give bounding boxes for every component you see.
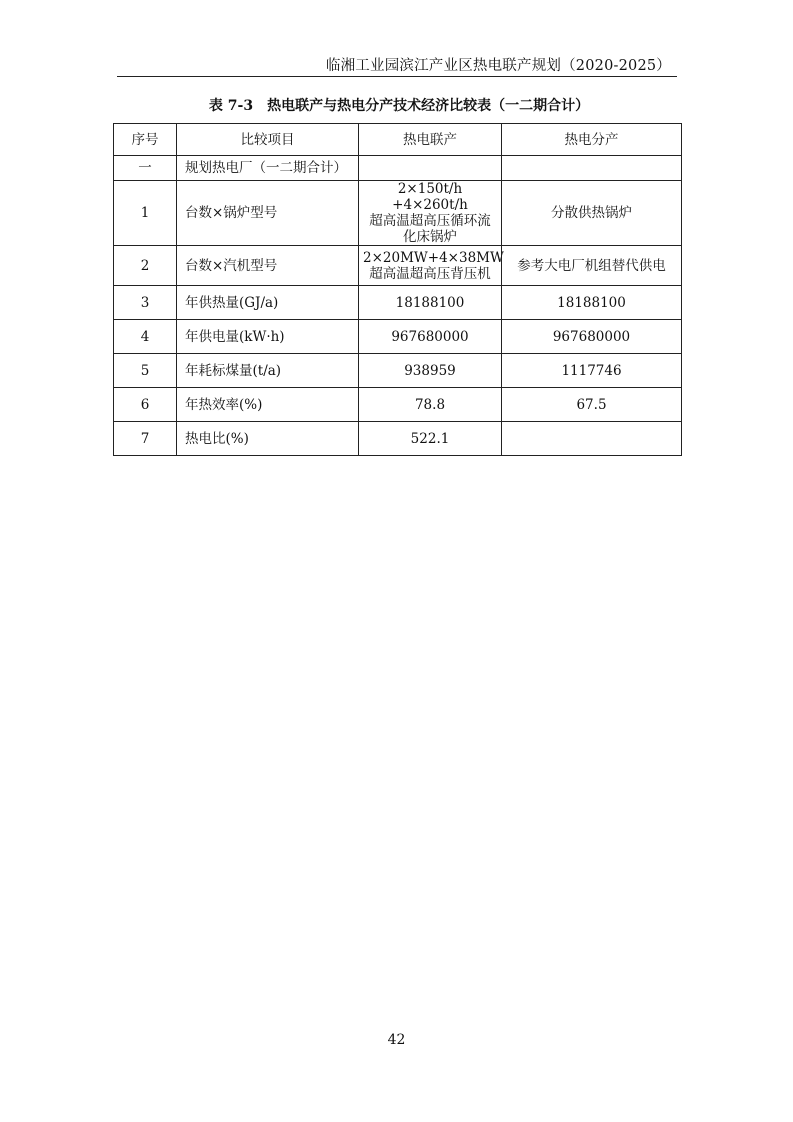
row-item: 台数×锅炉型号	[177, 181, 359, 246]
table-row	[114, 422, 682, 456]
section-chp-cell	[359, 156, 502, 181]
row-chp: 18188100	[359, 286, 502, 320]
section-index: 一	[114, 156, 177, 181]
row-chp: 522.1	[359, 422, 502, 456]
row-chp-line: 超高温超高压背压机	[369, 265, 491, 282]
row-chp: 938959	[359, 354, 502, 388]
row-index: 4	[114, 320, 177, 354]
table-caption: 表 7-3 热电联产与热电分产技术经济比较表（一二期合计）	[208, 98, 590, 114]
row-chp-line: 超高温超高压循环流	[369, 213, 491, 229]
row-separate: 分散供热锅炉	[502, 181, 682, 246]
table-header-row	[114, 124, 682, 156]
row-index: 6	[114, 388, 177, 422]
comparison-table	[113, 123, 682, 456]
table-row	[114, 354, 682, 388]
col-header-index: 序号	[114, 124, 177, 156]
table-row	[114, 246, 682, 286]
row-chp-cell	[359, 181, 502, 246]
row-item: 年热效率(%)	[177, 388, 359, 422]
row-chp-line: 化床锅炉	[403, 229, 457, 245]
col-header-separate: 热电分产	[502, 124, 682, 156]
row-item: 年供热量(GJ/a)	[177, 286, 359, 320]
row-item: 年耗标煤量(t/a)	[177, 354, 359, 388]
row-separate: 1117746	[502, 354, 682, 388]
row-item: 年供电量(kW·h)	[177, 320, 359, 354]
row-index: 3	[114, 286, 177, 320]
table-row	[114, 286, 682, 320]
table-row	[114, 320, 682, 354]
row-item: 台数×汽机型号	[177, 246, 359, 286]
row-index: 5	[114, 354, 177, 388]
row-separate: 67.5	[502, 388, 682, 422]
col-header-chp: 热电联产	[359, 124, 502, 156]
row-chp-line: 2×150t/h +4×260t/h	[392, 181, 468, 213]
row-index: 1	[114, 181, 177, 246]
page-number: 42	[387, 1032, 406, 1048]
row-chp-cell	[359, 246, 502, 286]
row-separate: 18188100	[502, 286, 682, 320]
section-row	[114, 156, 682, 181]
row-separate: 967680000	[502, 320, 682, 354]
row-separate	[502, 422, 682, 456]
col-header-item: 比较项目	[177, 124, 359, 156]
row-chp: 967680000	[359, 320, 502, 354]
row-index: 7	[114, 422, 177, 456]
table-row	[114, 388, 682, 422]
row-chp-line: 2×20MW+4×38MW	[363, 249, 504, 266]
section-item: 规划热电厂（一二期合计）	[177, 156, 359, 181]
row-index: 2	[114, 246, 177, 286]
running-header-title: 临湘工业园滨江产业区热电联产规划（2020-2025）	[325, 58, 671, 74]
row-chp: 78.8	[359, 388, 502, 422]
row-separate: 参考大电厂机组替代供电	[502, 246, 682, 286]
table-row	[114, 181, 682, 246]
header-rule	[117, 76, 677, 77]
row-item: 热电比(%)	[177, 422, 359, 456]
section-separate-cell	[502, 156, 682, 181]
